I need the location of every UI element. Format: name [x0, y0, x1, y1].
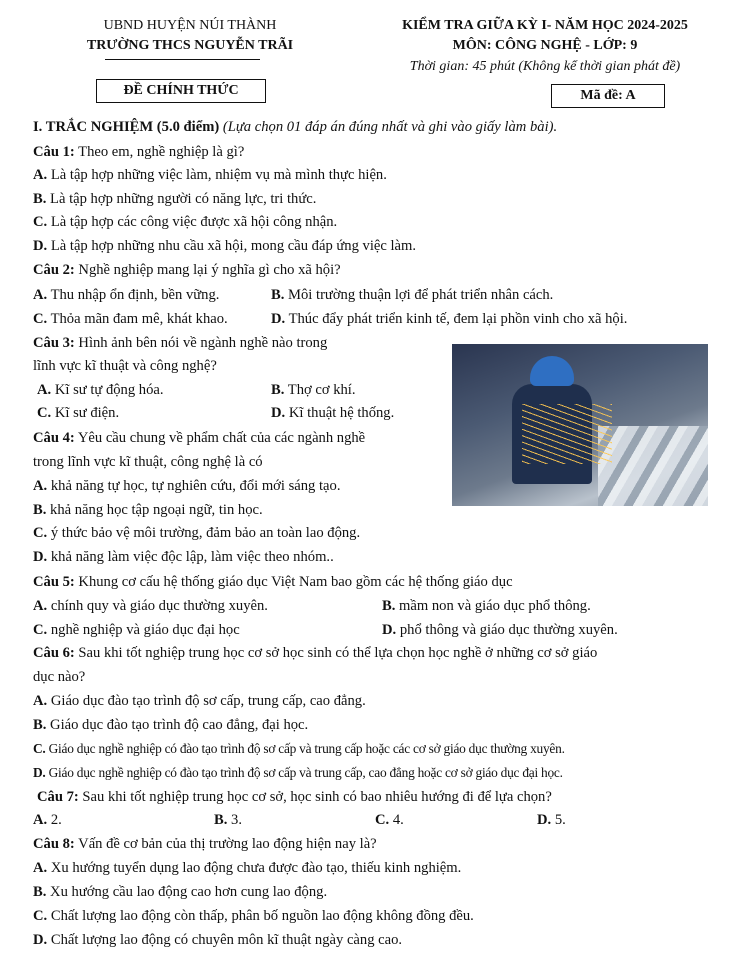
option-letter: B. [382, 598, 396, 614]
section-title: I. TRẮC NGHIỆM (5.0 điểm) [33, 119, 220, 135]
question-label: Câu 4: [33, 430, 75, 446]
question-text: Yêu cầu chung về phẩm chất của các ngành nghề [74, 430, 366, 446]
header-divider [105, 59, 260, 60]
exam-title: KIỂM TRA GIỮA KỲ I- NĂM HỌC 2024-2025 [402, 18, 688, 33]
option-letter: D. [33, 549, 48, 565]
section-heading [33, 119, 557, 137]
option-text: Là tập hợp những nhu cầu xã hội, mong cầu đáp ứng việc làm. [47, 238, 417, 254]
option-letter: C. [33, 622, 48, 638]
question-label: Câu 7: [37, 789, 79, 805]
question-6-cont: dục nào? [33, 669, 86, 685]
question-label: Câu 3: [33, 335, 75, 351]
option-text: khả năng làm việc độc lập, làm việc theo nhóm.. [47, 549, 334, 565]
option-letter: A. [33, 812, 48, 828]
question-1 [33, 144, 244, 162]
option-letter: C. [33, 525, 48, 541]
question-label: Câu 1: [33, 144, 75, 160]
metal-pipes [598, 426, 708, 506]
option-letter: D. [33, 765, 46, 780]
question-3 [33, 335, 327, 353]
option-letter: B. [33, 502, 47, 518]
option-5a [33, 598, 268, 616]
option-6b [33, 717, 308, 735]
exam-code-box: Mã đề: A [551, 84, 665, 108]
sparks [522, 404, 612, 464]
option-letter: C. [375, 812, 390, 828]
option-1b [33, 191, 316, 209]
option-letter: D. [33, 238, 48, 254]
option-letter: A. [33, 478, 48, 494]
option-text: ý thức bảo vệ môi trường, đảm bảo an toàn lao động. [47, 525, 361, 541]
option-3c [37, 405, 119, 423]
option-text: Giáo dục đào tạo trình độ sơ cấp, trung cấp, cao đẳng. [47, 693, 366, 709]
option-letter: C. [33, 908, 48, 924]
option-text: Chất lượng lao động có chuyên môn kĩ thuật ngày càng cao. [47, 932, 403, 948]
option-text: Kĩ sư tự động hóa. [51, 382, 164, 398]
option-text: Kĩ thuật hệ thống. [285, 405, 395, 421]
option-3b [271, 382, 356, 400]
option-text: Thợ cơ khí. [284, 382, 356, 398]
question-4 [33, 430, 365, 448]
option-3d [271, 405, 394, 423]
district-name: UBND HUYỆN NÚI THÀNH [103, 18, 277, 33]
option-text: 5. [551, 812, 566, 828]
option-text: 2. [47, 812, 62, 828]
option-letter: B. [214, 812, 228, 828]
option-4c [33, 525, 360, 543]
option-text: Giáo dục đào tạo trình độ cao đẳng, đại học. [46, 717, 309, 733]
question-label: Câu 8: [33, 836, 75, 852]
option-letter: A. [33, 860, 48, 876]
time-line: Thời gian: 45 phút (Không kể thời gian phát đề) [409, 59, 681, 74]
option-letter: C. [33, 311, 48, 327]
option-text: Xu hướng tuyển dụng lao động chưa được đào tạo, thiếu kinh nghiệm. [47, 860, 462, 876]
option-text: 3. [227, 812, 242, 828]
option-letter: D. [33, 932, 48, 948]
option-3a [37, 382, 164, 400]
option-text: Giáo dục nghề nghiệp có đào tạo trình độ sơ cấp và trung cấp hoặc các cơ sở giáo dục thường xuyên. [45, 741, 565, 756]
question-2 [33, 262, 341, 280]
question-7 [37, 789, 552, 807]
question-label: Câu 5: [33, 574, 75, 590]
option-6c [33, 741, 565, 757]
option-4d [33, 549, 334, 567]
option-7a [33, 812, 62, 830]
blue-helmet [530, 356, 574, 386]
section-instruction: (Lựa chọn 01 đáp án đúng nhất và ghi vào giấy làm bài). [219, 119, 558, 135]
option-text: mầm non và giáo dục phổ thông. [395, 598, 591, 614]
option-letter: A. [37, 382, 52, 398]
question-label: Câu 2: [33, 262, 75, 278]
option-letter: A. [33, 167, 48, 183]
school-name: TRƯỜNG THCS NGUYỄN TRÃI [86, 38, 294, 53]
option-letter: B. [33, 884, 47, 900]
question-text: Vấn đề cơ bản của thị trường lao động hiện nay là? [74, 836, 377, 852]
option-letter: B. [271, 382, 285, 398]
question-text: Hình ảnh bên nói về ngành nghề nào trong [74, 335, 328, 351]
option-text: Là tập hợp những người có năng lực, tri thức. [46, 191, 317, 207]
official-exam-box: ĐỀ CHÍNH THỨC [96, 79, 266, 103]
option-text: Giáo dục nghề nghiệp có đào tạo trình độ sơ cấp và trung cấp, cao đẳng hoặc cơ sở giáo dục đại học. [45, 765, 563, 780]
option-letter: A. [33, 287, 48, 303]
option-letter: C. [37, 405, 52, 421]
option-4b [33, 502, 263, 520]
option-5b [382, 598, 591, 616]
option-letter: C. [33, 741, 46, 756]
question-label: Câu 6: [33, 645, 75, 661]
option-2a [33, 287, 219, 305]
option-1c [33, 214, 337, 232]
question-text: Sau khi tốt nghiệp trung học cơ sở học sinh có thể lựa chọn học nghề ở những cơ sở giáo [74, 645, 598, 661]
option-letter: D. [271, 405, 286, 421]
option-text: khả năng tự học, tự nghiên cứu, đổi mới sáng tạo. [47, 478, 341, 494]
option-text: Là tập hợp các công việc được xã hội công nhận. [47, 214, 338, 230]
question-text: Khung cơ cấu hệ thống giáo dục Việt Nam bao gồm các hệ thống giáo dục [74, 574, 513, 590]
option-2c [33, 311, 228, 329]
question-text: Nghề nghiệp mang lại ý nghĩa gì cho xã hội? [74, 262, 341, 278]
option-text: Thu nhập ổn định, bền vững. [47, 287, 220, 303]
option-letter: C. [33, 214, 48, 230]
question-8 [33, 836, 377, 854]
option-text: khả năng học tập ngoại ngữ, tin học. [46, 502, 263, 518]
option-2b [271, 287, 553, 305]
question-text: Theo em, nghề nghiệp là gì? [74, 144, 245, 160]
option-4a [33, 478, 340, 496]
option-6a [33, 693, 366, 711]
subject-line: MÔN: CÔNG NGHỆ - LỚP: 9 [452, 38, 638, 53]
option-text: Thúc đẩy phát triển kinh tế, đem lại phồn vinh cho xã hội. [285, 311, 628, 327]
option-text: Chất lượng lao động còn thấp, phân bố nguồn lao động không đồng đều. [47, 908, 474, 924]
option-7b [214, 812, 242, 830]
option-1d [33, 238, 416, 256]
question-3-cont: lĩnh vực kĩ thuật và công nghệ? [33, 358, 217, 374]
question-5 [33, 574, 513, 592]
option-8c [33, 908, 474, 926]
option-text: 4. [389, 812, 404, 828]
option-8b [33, 884, 327, 902]
mechanic-grinding-photo [452, 344, 708, 506]
option-5c [33, 622, 240, 640]
option-text: phổ thông và giáo dục thường xuyên. [396, 622, 618, 638]
option-text: chính quy và giáo dục thường xuyên. [47, 598, 268, 614]
question-4-cont: trong lĩnh vực kĩ thuật, công nghệ là có [33, 454, 263, 470]
option-letter: B. [271, 287, 285, 303]
option-6d [33, 765, 563, 781]
question-text: Sau khi tốt nghiệp trung học cơ sở, học sinh có bao nhiêu hướng đi để lựa chọn? [78, 789, 552, 805]
option-text: Môi trường thuận lợi để phát triển nhân cách. [284, 287, 554, 303]
option-letter: D. [537, 812, 552, 828]
option-8d [33, 932, 402, 950]
option-letter: B. [33, 717, 47, 733]
option-letter: D. [382, 622, 397, 638]
option-letter: B. [33, 191, 47, 207]
option-text: nghề nghiệp và giáo dục đại học [47, 622, 240, 638]
option-text: Xu hướng cầu lao động cao hơn cung lao động. [46, 884, 328, 900]
option-5d [382, 622, 618, 640]
option-letter: A. [33, 598, 48, 614]
option-letter: A. [33, 693, 48, 709]
option-1a [33, 167, 387, 185]
option-2d [271, 311, 627, 329]
option-8a [33, 860, 461, 878]
option-7c [375, 812, 404, 830]
option-letter: D. [271, 311, 286, 327]
option-7d [537, 812, 566, 830]
option-text: Kĩ sư điện. [51, 405, 120, 421]
option-text: Thỏa mãn đam mê, khát khao. [47, 311, 228, 327]
option-text: Là tập hợp những việc làm, nhiệm vụ mà mình thực hiện. [47, 167, 387, 183]
question-6 [33, 645, 597, 663]
